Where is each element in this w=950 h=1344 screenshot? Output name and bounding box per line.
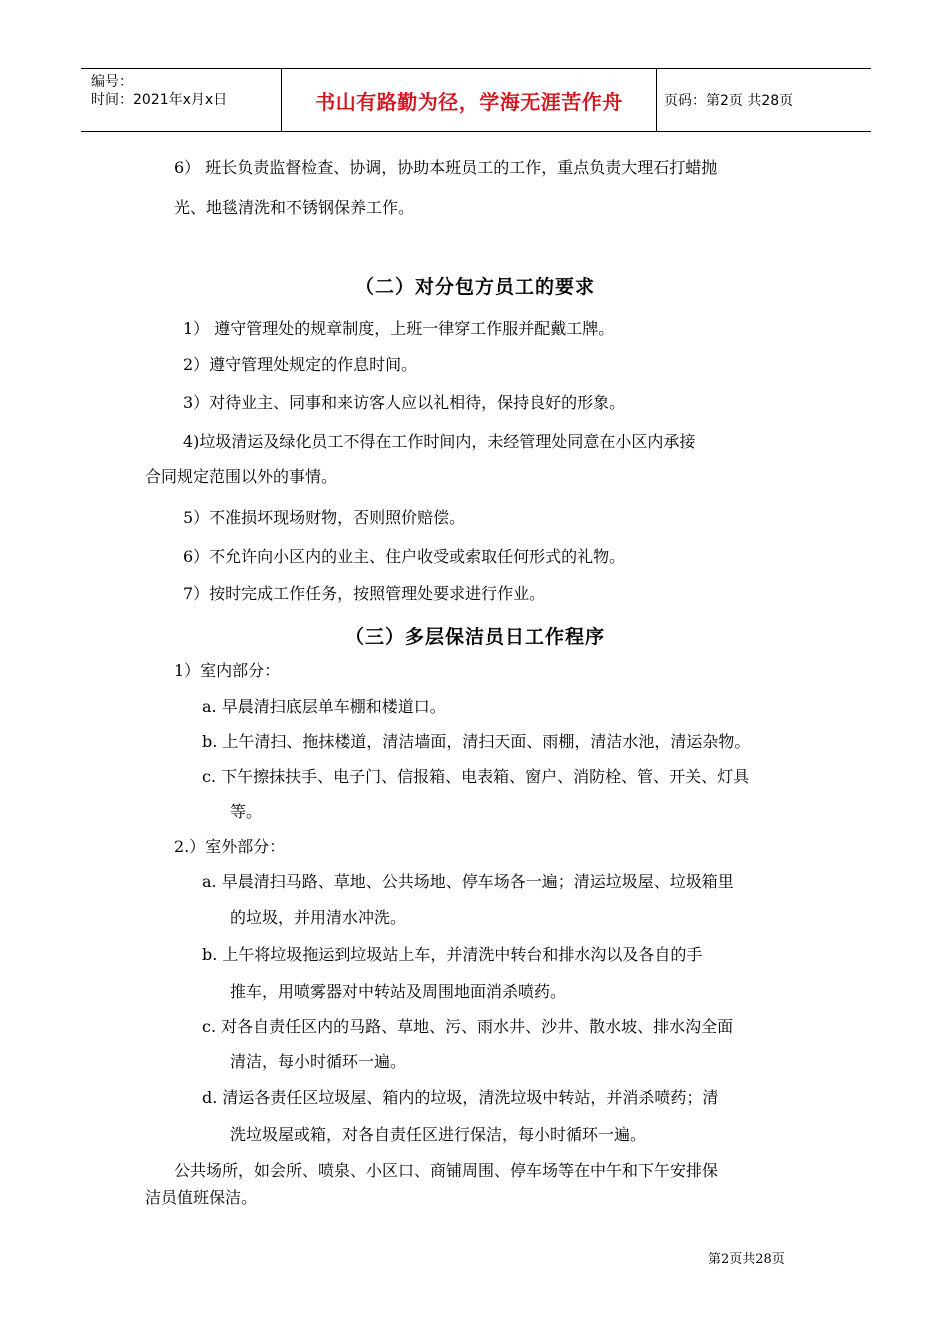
sec2-item-7: 7）按时完成工作任务，按照管理处要求进行作业。 xyxy=(183,584,546,603)
outdoor-item-d-line2: 洗垃圾屋或箱，对各自责任区进行保洁，每小时循环一遍。 xyxy=(230,1125,647,1144)
outdoor-item-c-line1: c. 对各自责任区内的马路、草地、污、雨水井、沙井、散水坡、排水沟全面 xyxy=(202,1017,734,1036)
public-area-line1: 公共场所，如会所、喷泉、小区口、商铺周围、停车场等在中午和下午安排保 xyxy=(174,1161,719,1180)
outdoor-heading: 2.）室外部分： xyxy=(174,837,286,856)
section-2-title: （二）对分包方员工的要求 xyxy=(354,276,595,298)
sec2-item-3: 3）对待业主、同事和来访客人应以礼相待，保持良好的形象。 xyxy=(183,393,626,412)
indoor-heading: 1）室内部分： xyxy=(174,661,281,680)
page-footer: 第2页共28页 xyxy=(708,1252,785,1267)
header-table xyxy=(81,68,871,132)
number-label: 编号： xyxy=(91,74,133,90)
sec2-item-4-line2: 合同规定范围以外的事情。 xyxy=(145,467,338,486)
outdoor-item-a-line2: 的垃圾，并用清水冲洗。 xyxy=(230,908,407,927)
motto: 书山有路勤为径，学海无涯苦作舟 xyxy=(315,90,623,114)
para-6-line2: 光、地毯清洗和不锈钢保养工作。 xyxy=(174,198,415,217)
outdoor-item-c-line2: 清洁，每小时循环一遍。 xyxy=(230,1052,407,1071)
indoor-item-c-line1: c. 下午擦抹扶手、电子门、信报箱、电表箱、窗户、消防栓、管、开关、灯具 xyxy=(202,767,750,786)
sec2-item-5: 5）不准损坏现场财物，否则照价赔偿。 xyxy=(183,508,466,527)
indoor-item-a: a. 早晨清扫底层单车棚和楼道口。 xyxy=(202,697,446,716)
para-6-line1: 6） 班长负责监督检查、协调，协助本班员工的工作，重点负责大理石打蜡抛 xyxy=(174,158,718,177)
header-page-cell xyxy=(656,69,871,131)
section-3-title: （三）多层保洁员日工作程序 xyxy=(344,626,605,648)
outdoor-item-a-line1: a. 早晨清扫马路、草地、公共场地、停车场各一遍；清运垃圾屋、垃圾箱里 xyxy=(202,872,734,891)
page-label: 页码：第2页 共28页 xyxy=(664,93,794,109)
outdoor-item-b-line1: b. 上午将垃圾拖运到垃圾站上车，并清洗中转台和排水沟以及各自的手 xyxy=(202,945,703,964)
outdoor-item-d-line1: d. 清运各责任区垃圾屋、箱内的垃圾，清洗垃圾中转站，并消杀喷药；清 xyxy=(202,1088,719,1107)
header-motto-cell xyxy=(281,69,657,131)
indoor-item-c-line2: 等。 xyxy=(230,802,263,821)
indoor-item-b: b. 上午清扫、拖抹楼道，清洁墙面，清扫天面、雨棚，清洁水池，清运杂物。 xyxy=(202,732,751,751)
time-label: 时间：2021年x月x日 xyxy=(91,92,228,108)
header-info-cell xyxy=(81,69,281,131)
outdoor-item-b-line2: 推车，用喷雾器对中转站及周围地面消杀喷药。 xyxy=(230,982,567,1001)
sec2-item-1: 1） 遵守管理处的规章制度，上班一律穿工作服并配戴工牌。 xyxy=(183,319,615,338)
public-area-line2: 洁员值班保洁。 xyxy=(145,1188,258,1207)
sec2-item-2: 2）遵守管理处规定的作息时间。 xyxy=(183,355,418,374)
sec2-item-4-line1: 4)垃圾清运及绿化员工不得在工作时间内，未经管理处同意在小区内承接 xyxy=(183,432,696,451)
sec2-item-6: 6）不允许向小区内的业主、住户收受或索取任何形式的礼物。 xyxy=(183,547,626,566)
